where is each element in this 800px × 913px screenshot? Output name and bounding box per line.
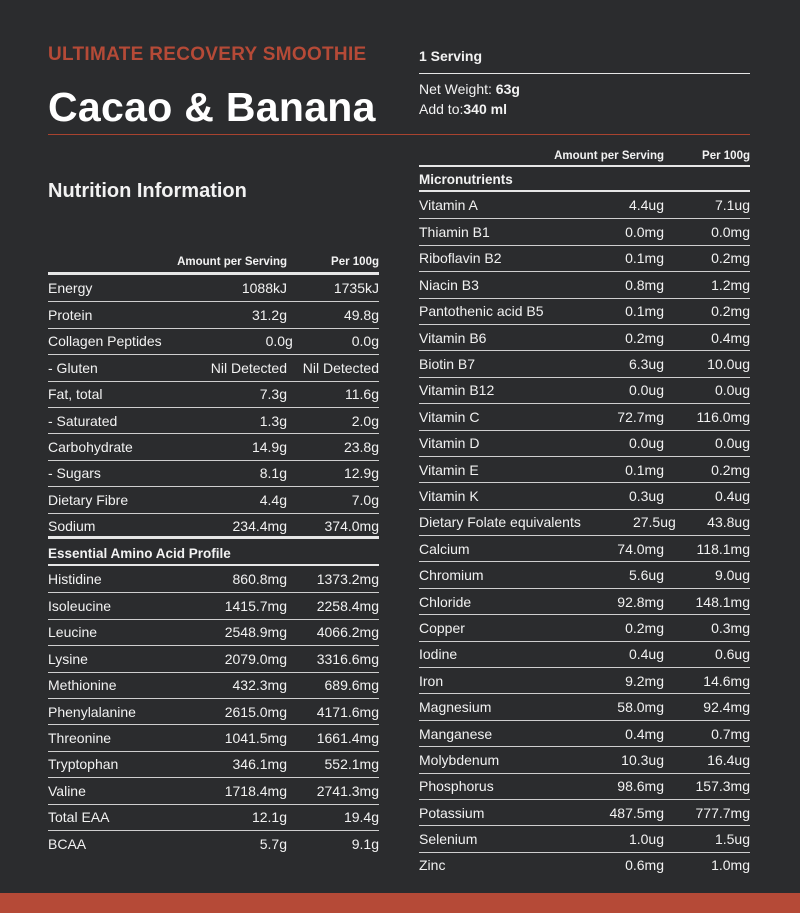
micro-rows (419, 192, 750, 878)
micro-row (419, 218, 750, 244)
nutrient-name: Tryptophan (48, 756, 119, 773)
nutrient-name: Vitamin A (419, 197, 478, 214)
nutrient-name: Isoleucine (48, 598, 112, 615)
amount-per-100g: 148.1mg (695, 593, 750, 610)
footer-accent-bar (0, 893, 800, 913)
nutrient-name: Magnesium (419, 699, 492, 716)
nutrient-name: Copper (419, 619, 465, 636)
amount-per-serving: 14.9g (251, 439, 287, 456)
nutrition-row (48, 381, 379, 407)
amount-per-100g: 4171.6mg (316, 703, 379, 720)
amount-per-serving: 31.2g (251, 307, 287, 324)
amino-row (48, 592, 379, 618)
nutrient-name: BCAA (48, 835, 87, 852)
micro-row (419, 667, 750, 693)
nutrient-name: Lysine (48, 650, 88, 667)
amino-row (48, 645, 379, 671)
nutrition-row (48, 354, 379, 380)
amount-per-100g: Nil Detected (302, 359, 379, 376)
amino-row (48, 777, 379, 803)
nutrient-name: Calcium (419, 540, 470, 557)
micro-row (419, 773, 750, 799)
nutrition-row (48, 275, 379, 301)
nutrition-heading: Nutrition Information (48, 180, 247, 202)
nutrient-name: Zinc (419, 857, 446, 874)
amount-per-serving: 9.2mg (625, 672, 664, 689)
nutrient-name: Iodine (419, 646, 458, 663)
micro-row (419, 430, 750, 456)
amount-per-serving: 0.0ug (628, 435, 664, 452)
nutrient-name: Pantothenic acid B5 (419, 303, 544, 320)
amount-per-100g: 1373.2mg (316, 571, 379, 588)
micro-row (419, 403, 750, 429)
amount-per-serving: 346.1mg (232, 756, 287, 773)
nutrient-name: Chromium (419, 567, 484, 584)
amount-per-serving: 0.2mg (625, 619, 664, 636)
micro-row (419, 482, 750, 508)
product-subtitle: ULTIMATE RECOVERY SMOOTHIE (48, 44, 367, 65)
amino-row (48, 619, 379, 645)
amount-per-serving: 7.3g (259, 386, 287, 403)
amount-per-100g: 7.1ug (714, 197, 750, 214)
amount-per-100g: 0.2mg (711, 303, 750, 320)
amount-per-serving: 2615.0mg (224, 703, 287, 720)
amount-per-100g: 0.6ug (714, 646, 750, 663)
amount-per-100g: 0.0ug (714, 382, 750, 399)
nutrient-name: Vitamin D (419, 435, 480, 452)
micro-row (419, 641, 750, 667)
micro-row (419, 324, 750, 350)
amount-per-serving: 1088kJ (241, 280, 287, 297)
amount-per-100g: 0.2mg (711, 250, 750, 267)
nutrient-name: Vitamin K (419, 487, 479, 504)
amount-per-100g: 1.5ug (714, 831, 750, 848)
amino-row (48, 566, 379, 592)
nutrient-name: Phosphorus (419, 778, 494, 795)
column-header-per100g: Per 100g (331, 256, 379, 268)
amount-per-100g: 0.0g (351, 333, 379, 350)
amount-per-100g: 16.4ug (707, 751, 750, 768)
amount-per-100g: 23.8g (343, 439, 379, 456)
serving-info (419, 48, 750, 117)
amount-per-serving: 1415.7mg (224, 598, 287, 615)
nutrient-name: Vitamin C (419, 408, 480, 425)
amino-row (48, 724, 379, 750)
micro-row (419, 298, 750, 324)
amount-per-serving: 0.2mg (625, 329, 664, 346)
amount-per-serving: 0.1mg (625, 461, 664, 478)
micro-row (419, 746, 750, 772)
amount-per-100g: 0.7mg (711, 725, 750, 742)
nutrient-name: - Gluten (48, 359, 98, 376)
nutrient-name: Riboflavin B2 (419, 250, 502, 267)
amount-per-serving: 92.8mg (617, 593, 664, 610)
micro-row (419, 245, 750, 271)
nutrient-name: Histidine (48, 571, 102, 588)
amount-per-100g: 116.0mg (696, 408, 750, 425)
micro-table-header (419, 146, 750, 162)
amount-per-100g: 0.4ug (714, 487, 750, 504)
amount-per-serving: 5.7g (259, 835, 287, 852)
amount-per-serving: Nil Detected (210, 359, 287, 376)
amount-per-100g: 0.3mg (711, 619, 750, 636)
nutrient-name: Total EAA (48, 809, 110, 826)
amino-row (48, 830, 379, 856)
amino-table (48, 536, 379, 856)
nutrition-row (48, 328, 379, 354)
amount-per-100g: 1661.4mg (316, 730, 379, 747)
amount-per-serving: 0.3ug (628, 487, 664, 504)
amount-per-100g: 12.9g (343, 465, 379, 482)
nutrient-name: Protein (48, 307, 93, 324)
amount-per-100g: 43.8ug (707, 514, 750, 531)
amount-per-100g: 10.0ug (707, 356, 750, 373)
amount-per-100g: 552.1mg (324, 756, 379, 773)
nutrient-name: Chloride (419, 593, 472, 610)
amount-per-100g: 14.6mg (703, 672, 750, 689)
add-to (419, 101, 750, 117)
nutrient-name: - Sugars (48, 465, 101, 482)
micro-column-header-per100g: Per 100g (702, 150, 750, 162)
amount-per-serving: 0.1mg (625, 303, 664, 320)
amount-per-serving: 1.0ug (628, 831, 664, 848)
nutrient-name: Carbohydrate (48, 439, 133, 456)
amount-per-100g: 4066.2mg (316, 624, 379, 641)
amount-per-serving: 0.8mg (625, 276, 664, 293)
nutrient-name: Methionine (48, 677, 117, 694)
amount-per-serving: 98.6mg (617, 778, 664, 795)
amount-per-100g: 7.0g (351, 491, 379, 508)
amount-per-serving: 12.1g (251, 809, 287, 826)
amount-per-100g: 374.0mg (324, 518, 379, 535)
amount-per-100g: 689.6mg (324, 677, 379, 694)
micro-row (419, 271, 750, 297)
amount-per-serving: 432.3mg (232, 677, 287, 694)
nutrient-name: Biotin B7 (419, 356, 476, 373)
amount-per-serving: 58.0mg (617, 699, 664, 716)
nutrient-name: Potassium (419, 804, 485, 821)
nutrient-name: Dietary Folate equivalents (419, 514, 581, 531)
nutrient-name: Thiamin B1 (419, 224, 490, 241)
amount-per-100g: 11.6g (345, 386, 379, 403)
micro-row (419, 720, 750, 746)
nutrient-name: Valine (48, 782, 86, 799)
amount-per-serving: 1041.5mg (224, 730, 287, 747)
amount-per-100g: 118.1mg (696, 540, 750, 557)
nutrient-name: Selenium (419, 831, 478, 848)
amount-per-100g: 9.0ug (714, 567, 750, 584)
amount-per-serving: 234.4mg (232, 518, 287, 535)
serving-divider (419, 73, 750, 74)
micro-row (419, 377, 750, 403)
column-header-serving: Amount per Serving (177, 256, 287, 268)
amount-per-100g: 3316.6mg (316, 650, 379, 667)
amount-per-100g: 0.4mg (711, 329, 750, 346)
nutrient-name: Vitamin E (419, 461, 479, 478)
amino-row (48, 672, 379, 698)
amount-per-100g: 0.0ug (714, 435, 750, 452)
amount-per-100g: 2741.3mg (316, 782, 379, 799)
nutrition-table-header (48, 252, 379, 268)
micro-row (419, 509, 750, 535)
amount-per-serving: 1.3g (259, 412, 287, 429)
nutrient-name: Threonine (48, 730, 112, 747)
micro-row (419, 561, 750, 587)
amount-per-100g: 9.1g (351, 835, 379, 852)
nutrition-rows (48, 275, 379, 539)
micro-row (419, 799, 750, 825)
amount-per-100g: 1.0mg (711, 857, 750, 874)
amount-per-100g: 49.8g (343, 307, 379, 324)
amount-per-serving: 487.5mg (609, 804, 664, 821)
nutrient-name: Energy (48, 280, 93, 297)
amount-per-100g: 19.4g (343, 809, 379, 826)
micro-row (419, 852, 750, 878)
net-weight-label: Net Weight: (419, 81, 492, 97)
amount-per-serving: 0.0ug (628, 382, 664, 399)
amount-per-serving: 0.0g (265, 333, 293, 350)
net-weight (419, 81, 750, 97)
nutrient-name: Vitamin B6 (419, 329, 487, 346)
nutrient-name: Niacin B3 (419, 276, 479, 293)
product-title: Cacao & Banana (48, 84, 376, 130)
nutrient-name: Phenylalanine (48, 703, 136, 720)
micro-heading: Micronutrients (419, 172, 513, 187)
amount-per-serving: 10.3ug (621, 751, 664, 768)
nutrient-name: Fat, total (48, 386, 103, 403)
nutrition-row (48, 486, 379, 512)
nutrition-row (48, 460, 379, 486)
amount-per-serving: 0.4ug (628, 646, 664, 663)
amount-per-serving: 2079.0mg (224, 650, 287, 667)
nutrient-name: - Saturated (48, 412, 118, 429)
micro-row (419, 456, 750, 482)
amount-per-serving: 1718.4mg (224, 782, 287, 799)
nutrition-row (48, 433, 379, 459)
micro-column-header-serving: Amount per Serving (554, 150, 664, 162)
amino-row (48, 804, 379, 830)
amount-per-100g: 0.2mg (711, 461, 750, 478)
nutrition-row (48, 301, 379, 327)
add-to-value: 340 ml (463, 101, 507, 117)
micro-row (419, 825, 750, 851)
amount-per-100g: 777.7mg (695, 804, 750, 821)
micro-row (419, 192, 750, 218)
amount-per-serving: 4.4ug (628, 197, 664, 214)
amount-per-serving: 860.8mg (232, 571, 287, 588)
nutrient-name: Vitamin B12 (419, 382, 495, 399)
amount-per-100g: 1.2mg (711, 276, 750, 293)
amino-row (48, 751, 379, 777)
amino-rows (48, 566, 379, 856)
amount-per-serving: 74.0mg (617, 540, 664, 557)
amount-per-serving: 0.1mg (625, 250, 664, 267)
nutrition-row (48, 407, 379, 433)
nutrient-name: Sodium (48, 518, 96, 535)
add-to-label: Add to: (419, 101, 464, 117)
micro-row (419, 588, 750, 614)
nutrient-name: Collagen Peptides (48, 333, 162, 350)
nutrient-name: Leucine (48, 624, 98, 641)
amino-row (48, 698, 379, 724)
amount-per-serving: 27.5ug (632, 514, 676, 531)
nutrition-table (48, 252, 379, 539)
amino-heading: Essential Amino Acid Profile (48, 546, 231, 561)
serving-label: 1 Serving (419, 48, 483, 64)
amount-per-serving: 5.6ug (628, 567, 664, 584)
amount-per-serving: 0.4mg (625, 725, 664, 742)
amount-per-100g: 2258.4mg (316, 598, 379, 615)
nutrient-name: Dietary Fibre (48, 491, 129, 508)
net-weight-value: 63g (495, 81, 520, 97)
micro-row (419, 350, 750, 376)
nutrient-name: Iron (419, 672, 444, 689)
amount-per-serving: 0.6mg (625, 857, 664, 874)
amount-per-serving: 8.1g (259, 465, 287, 482)
amount-per-serving: 6.3ug (628, 356, 664, 373)
micro-row (419, 614, 750, 640)
amount-per-serving: 0.0mg (625, 224, 664, 241)
nutrition-row (48, 513, 379, 539)
amount-per-serving: 2548.9mg (224, 624, 287, 641)
micronutrient-table (419, 146, 750, 878)
amount-per-100g: 92.4mg (703, 699, 750, 716)
title-divider (48, 134, 750, 135)
amount-per-serving: 4.4g (259, 491, 287, 508)
amount-per-100g: 2.0g (351, 412, 379, 429)
micro-row (419, 693, 750, 719)
nutrient-name: Molybdenum (419, 751, 500, 768)
micro-row (419, 535, 750, 561)
amount-per-100g: 157.3mg (695, 778, 750, 795)
nutrient-name: Manganese (419, 725, 493, 742)
amount-per-100g: 0.0mg (711, 224, 750, 241)
amount-per-serving: 72.7mg (617, 408, 664, 425)
amount-per-100g: 1735kJ (333, 280, 379, 297)
